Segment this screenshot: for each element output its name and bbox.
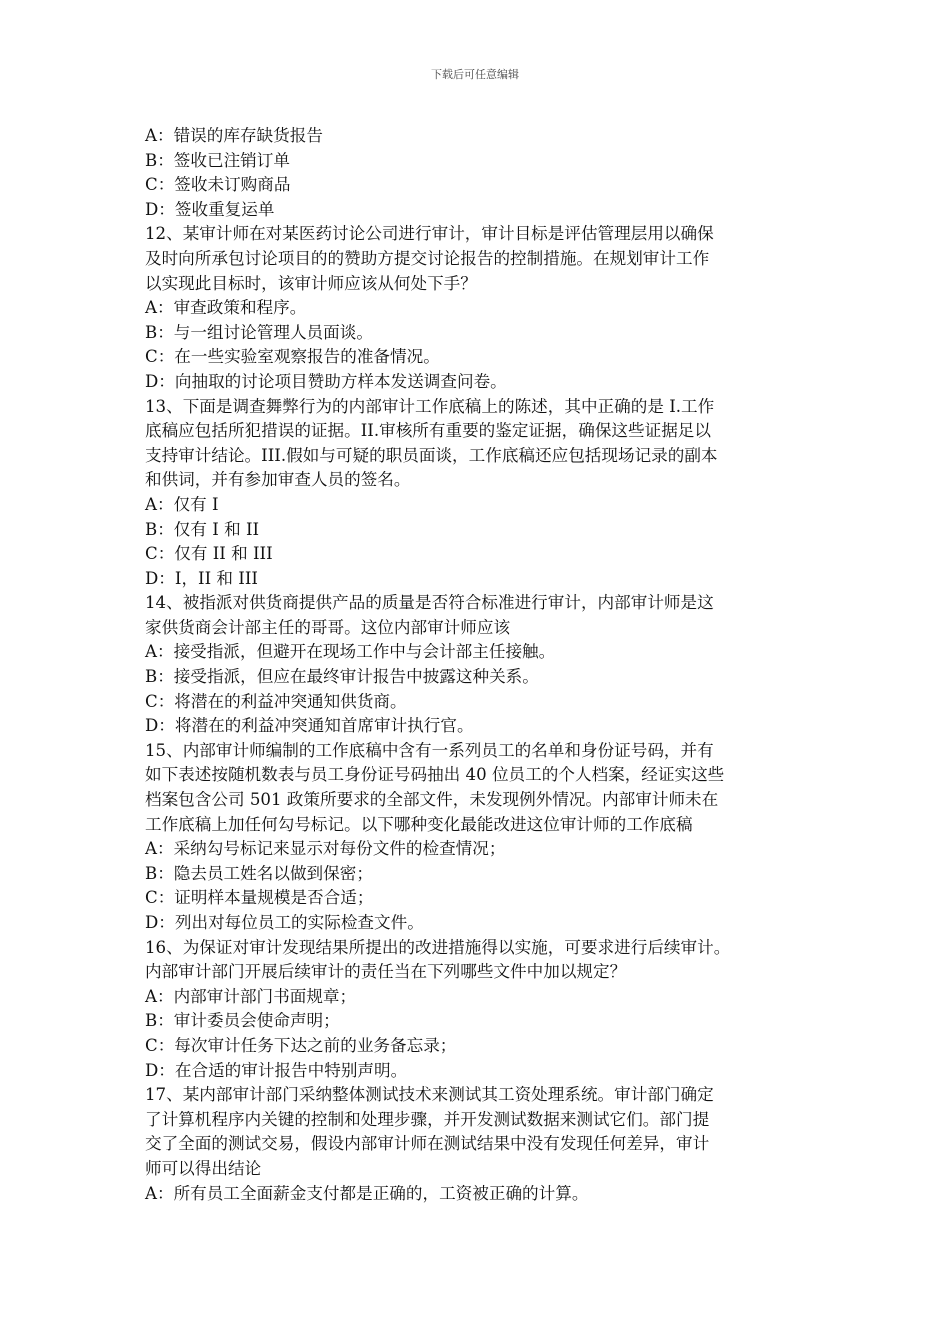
question-17-text: 交了全面的测试交易，假设内部审计师在测试结果中没有发现任何差异，审计 <box>145 1134 710 1154</box>
answer-option: A：内部审计部门书面规章； <box>145 986 357 1006</box>
question-13-text: 和供词，并有参加审查人员的签名。 <box>145 470 411 490</box>
question-12-text: 及时向所承包讨论项目的的赞助方提交讨论报告的控制措施。在规划审计工作 <box>145 248 710 268</box>
question-13-text: 13、下面是调查舞弊行为的内部审计工作底稿上的陈述，其中正确的是 I.工作 <box>145 396 715 416</box>
answer-option: A：错误的库存缺货报告 <box>145 126 323 145</box>
answer-option: A：采纳勾号标记来显示对每份文件的检查情况； <box>145 839 506 859</box>
answer-option: A：接受指派，但避开在现场工作中与会计部主任接触。 <box>145 642 556 662</box>
question-16-text: 16、为保证对审计发现结果所提出的改进措施得以实施，可要求进行后续审计。 <box>145 937 731 957</box>
answer-option: D：列出对每位员工的实际检查文件。 <box>145 913 424 932</box>
page-header: 下载后可任意编辑 <box>431 68 519 81</box>
answer-option: D：将潜在的利益冲突通知首席审计执行官。 <box>145 716 474 736</box>
answer-option: C：签收未订购商品 <box>145 175 291 195</box>
answer-option: B：与一组讨论管理人员面谈。 <box>145 322 373 342</box>
answer-option: B：签收已注销订单 <box>145 150 290 170</box>
question-13-text: 底稿应包括所犯措误的证据。II.审核所有重要的鉴定证据，确保这些证据足以 <box>145 421 711 441</box>
answer-option: B：仅有 I 和 II <box>145 519 260 539</box>
question-15-text: 工作底稿上加任何勾号标记。以下哪种变化最能改进这位审计师的工作底稿 <box>145 814 693 834</box>
answer-option: A：所有员工全面薪金支付都是正确的，工资被正确的计算。 <box>145 1183 589 1203</box>
question-14-text: 14、被指派对供货商提供产品的质量是否符合标准进行审计，内部审计师是这 <box>145 593 714 613</box>
answer-option: C：证明样本量规模是否合适； <box>145 888 374 908</box>
answer-option: B：隐去员工姓名以做到保密； <box>145 863 373 883</box>
answer-option: C：每次审计任务下达之前的业务备忘录； <box>145 1035 457 1055</box>
question-17-text: 师可以得出结论 <box>145 1158 262 1178</box>
question-12-text: 以实现此目标时，该审计师应该从何处下手？ <box>145 273 477 293</box>
question-17-text: 17、某内部审计部门采纳整体测试技术来测试其工资处理系统。审计部门确定 <box>145 1085 714 1105</box>
question-16-text: 内部审计部门开展后续审计的责任当在下列哪些文件中加以规定？ <box>145 962 627 982</box>
answer-option: A：审查政策和程序。 <box>145 298 307 318</box>
answer-option: C：在一些实验室观察报告的准备情况。 <box>145 347 440 367</box>
answer-option: D：在合适的审计报告中特别声明。 <box>145 1060 408 1080</box>
question-17-text: 了计算机程序内关键的控制和处理步骤，并开发测试数据来测试它们。部门提 <box>145 1109 710 1129</box>
question-15-text: 15、内部审计师编制的工作底稿中含有一系列员工的名单和身份证号码，并有 <box>145 740 714 760</box>
document-body <box>145 124 825 1206</box>
answer-option: D：向抽取的讨论项目赞助方样本发送调查问卷。 <box>145 371 507 391</box>
answer-option: D：签收重复运单 <box>145 199 275 219</box>
answer-option: B：接受指派，但应在最终审计报告中披露这种关系。 <box>145 667 539 687</box>
question-15-text: 如下表述按随机数表与员工身份证号码抽出 40 位员工的个人档案，经证实这些 <box>145 765 725 785</box>
answer-option: B：审计委员会使命声明； <box>145 1011 340 1031</box>
question-13-text: 支持审计结论。III.假如与可疑的职员面谈，工作底稿还应包括现场记录的副本 <box>145 445 718 465</box>
question-14-text: 家供货商会计部主任的哥哥。这位内部审计师应该 <box>145 617 511 637</box>
question-12-text: 12、某审计师在对某医药讨论公司进行审计，审计目标是评估管理层用以确保 <box>145 224 714 244</box>
question-15-text: 档案包含公司 501 政策所要求的全部文件，未发现例外情况。内部审计师未在 <box>145 790 719 810</box>
answer-option: A：仅有 I <box>145 494 219 514</box>
answer-option: D：I，II 和 III <box>145 568 258 588</box>
answer-option: C：将潜在的利益冲突通知供货商。 <box>145 691 407 711</box>
answer-option: C：仅有 II 和 III <box>145 544 273 564</box>
